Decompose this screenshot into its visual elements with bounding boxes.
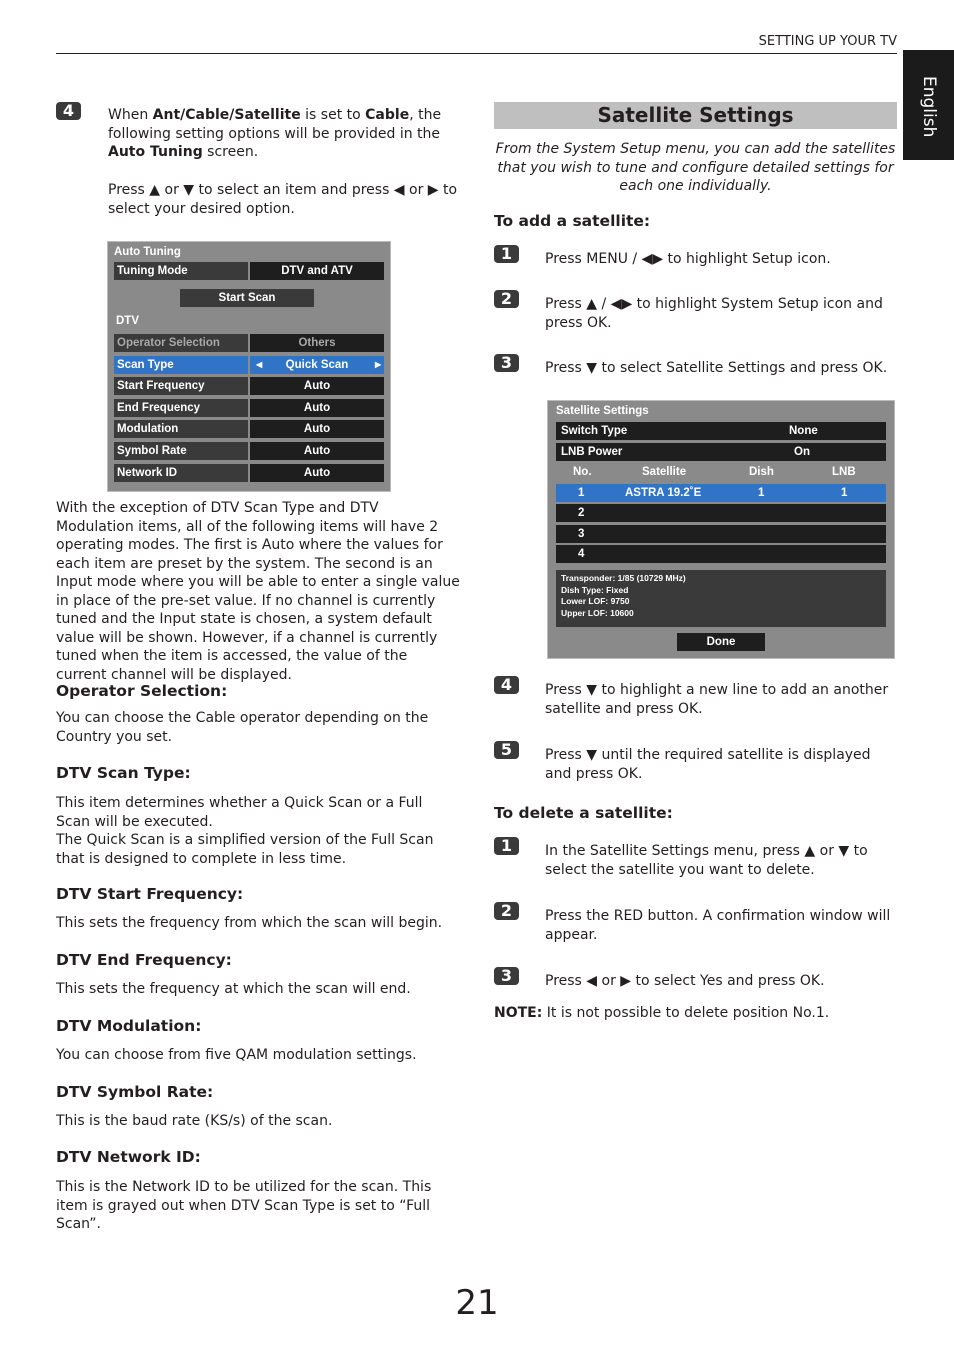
auto-tuning-row[interactable] — [114, 356, 384, 374]
step4-instructions: Press ▲ or ▼ to select an item and press ◀ or ▶ to select your desired option. — [108, 182, 458, 217]
auto-tuning-row-value[interactable]: Auto — [250, 399, 384, 417]
step-number: 2 — [494, 902, 519, 920]
section-title: DTV Modulation: — [56, 1017, 202, 1035]
section-text: This item determines whether a Quick Scan or a Full Scan will be executed. — [56, 795, 423, 830]
left-arrow-icon: ◀ — [256, 360, 263, 369]
delete-satellite-title: To delete a satellite: — [494, 804, 673, 822]
section-header: SETTING UP YOUR TV — [758, 34, 897, 49]
col-lnb: LNB — [832, 466, 856, 478]
modes-paragraph: With the exception of DTV Scan Type and DTV Modulation items, all of the following items will have 2 operating modes. The first is Auto where the values for each item are preset by the system. The second is an Input mode where you will be able to enter a single value in place of the pre-set value. If no channel is currently tuned and the Input state is chosen, a system default value will be shown. However, if a channel is currently tuned when the item is accessed, the value of the current channel will be displayed. — [56, 500, 460, 683]
section-text: This sets the frequency at which the scan will end. — [56, 981, 411, 997]
satellite-cell: 2 — [578, 507, 585, 519]
auto-tuning-row[interactable] — [114, 377, 384, 395]
transponder-info: Transponder: 1/85 (10729 MHz) Dish Type: Fixed Lower LOF: 9750 Upper LOF: 10600 — [556, 570, 886, 627]
step-number: 5 — [494, 741, 519, 759]
done-button[interactable]: Done — [677, 633, 765, 651]
auto-tuning-row-label: End Frequency — [114, 399, 248, 417]
satellite-settings-screen — [547, 400, 895, 659]
satellite-cell: 4 — [578, 548, 585, 560]
auto-tuning-row-value[interactable]: Auto — [250, 442, 384, 460]
sat-screen-title: Satellite Settings — [556, 405, 649, 417]
tuning-mode-value[interactable]: DTV and ATV — [250, 262, 384, 280]
intro-text: From the System Setup menu, you can add the satellites that you wish to tune and configure detailed settings for each one individually. — [495, 141, 896, 194]
satellite-cell: 1 — [758, 487, 765, 499]
page-number: 21 — [455, 1283, 499, 1323]
satellite-settings-banner: Satellite Settings — [494, 102, 897, 129]
add-satellite-title: To add a satellite: — [494, 212, 651, 230]
auto-tuning-row[interactable] — [114, 464, 384, 482]
section-title: DTV End Frequency: — [56, 951, 232, 969]
start-scan-button[interactable]: Start Scan — [180, 289, 314, 307]
step-text: Press the RED button. A confirmation window will appear. — [545, 908, 891, 943]
language-tab — [903, 50, 954, 160]
auto-tuning-row-label: Scan Type — [114, 356, 248, 374]
col-satellite: Satellite — [642, 466, 687, 478]
auto-tuning-row-value[interactable]: Auto — [250, 420, 384, 438]
section-title: DTV Network ID: — [56, 1148, 201, 1166]
note: NOTE: It is not possible to delete position No.1. — [494, 1005, 830, 1021]
lnb-power-value[interactable]: On — [794, 446, 810, 458]
section-title: DTV Scan Type: — [56, 764, 191, 782]
section-text: This is the baud rate (KS/s) of the scan. — [56, 1113, 333, 1129]
step-number: 4 — [494, 676, 519, 694]
satellite-row[interactable] — [556, 504, 886, 522]
language-tab-label: English — [919, 76, 939, 138]
section-text: This is the Network ID to be utilized for the scan. This item is grayed out when DTV Scan Type is set to “Full Scan”. — [56, 1179, 432, 1232]
step-text: Press ▼ until the required satellite is displayed and press OK. — [545, 747, 871, 782]
step-number: 3 — [494, 354, 519, 372]
step-number: 1 — [494, 837, 519, 855]
satellite-cell: 1 — [578, 487, 585, 499]
section-text: You can choose the Cable operator depending on the Country you set. — [56, 710, 429, 745]
switch-type-label: Switch Type — [561, 425, 628, 437]
auto-tuning-row-value[interactable]: Others — [250, 334, 384, 352]
col-no: No. — [573, 466, 592, 478]
satellite-cell: 3 — [578, 528, 585, 540]
section-text: You can choose from five QAM modulation settings. — [56, 1047, 417, 1063]
section-text: The Quick Scan is a simplified version of the Full Scan that is designed to complete in less time. — [56, 832, 434, 867]
satellite-cell: 1 — [841, 487, 848, 499]
step-text: Press ◀ or ▶ to select Yes and press OK. — [545, 973, 825, 989]
header-rule — [56, 53, 897, 54]
step-text: Press MENU / ◀▶ to highlight Setup icon. — [545, 251, 831, 267]
step-number: 3 — [494, 967, 519, 985]
section-text: This sets the frequency from which the scan will begin. — [56, 915, 443, 931]
satellite-row[interactable] — [556, 545, 886, 563]
auto-tuning-row[interactable] — [114, 442, 384, 460]
step-text: In the Satellite Settings menu, press ▲ or ▼ to select the satellite you want to delete. — [545, 843, 868, 878]
auto-tuning-row[interactable] — [114, 334, 384, 352]
auto-tuning-row-label: Operator Selection — [114, 334, 248, 352]
step-number: 2 — [494, 290, 519, 308]
auto-tuning-row-value[interactable]: Auto — [250, 464, 384, 482]
step-number: 1 — [494, 245, 519, 263]
step4-text: When Ant/Cable/Satellite is set to Cable, the following setting options will be provided in the Auto Tuning screen. — [108, 107, 442, 160]
switch-type-value[interactable]: None — [789, 425, 818, 437]
col-dish: Dish — [749, 466, 774, 478]
step-text: Press ▼ to select Satellite Settings and press OK. — [545, 360, 888, 376]
section-title: DTV Symbol Rate: — [56, 1083, 214, 1101]
section-title: DTV Start Frequency: — [56, 885, 244, 903]
auto-tuning-row-label: Network ID — [114, 464, 248, 482]
satellite-cell: ASTRA 19.2˚E — [625, 487, 702, 499]
auto-tuning-row-label: Start Frequency — [114, 377, 248, 395]
satellite-row[interactable] — [556, 484, 886, 502]
step-number: 4 — [56, 102, 81, 120]
dtv-label: DTV — [116, 315, 139, 327]
auto-tuning-row-value[interactable]: Quick Scan — [250, 356, 384, 374]
step-text: Press ▼ to highlight a new line to add an another satellite and press OK. — [545, 682, 889, 717]
auto-tuning-title: Auto Tuning — [114, 246, 181, 258]
tuning-mode-label: Tuning Mode — [114, 262, 248, 280]
satellite-row[interactable] — [556, 525, 886, 543]
section-title: Operator Selection: — [56, 682, 228, 700]
lnb-power-label: LNB Power — [561, 446, 623, 458]
auto-tuning-row-label: Symbol Rate — [114, 442, 248, 460]
step-text: Press ▲ / ◀▶ to highlight System Setup icon and press OK. — [545, 296, 883, 331]
auto-tuning-row[interactable] — [114, 420, 384, 438]
auto-tuning-row-label: Modulation — [114, 420, 248, 438]
right-arrow-icon: ▶ — [375, 360, 382, 369]
auto-tuning-row[interactable] — [114, 399, 384, 417]
auto-tuning-screen — [107, 241, 391, 492]
auto-tuning-row-value[interactable]: Auto — [250, 377, 384, 395]
